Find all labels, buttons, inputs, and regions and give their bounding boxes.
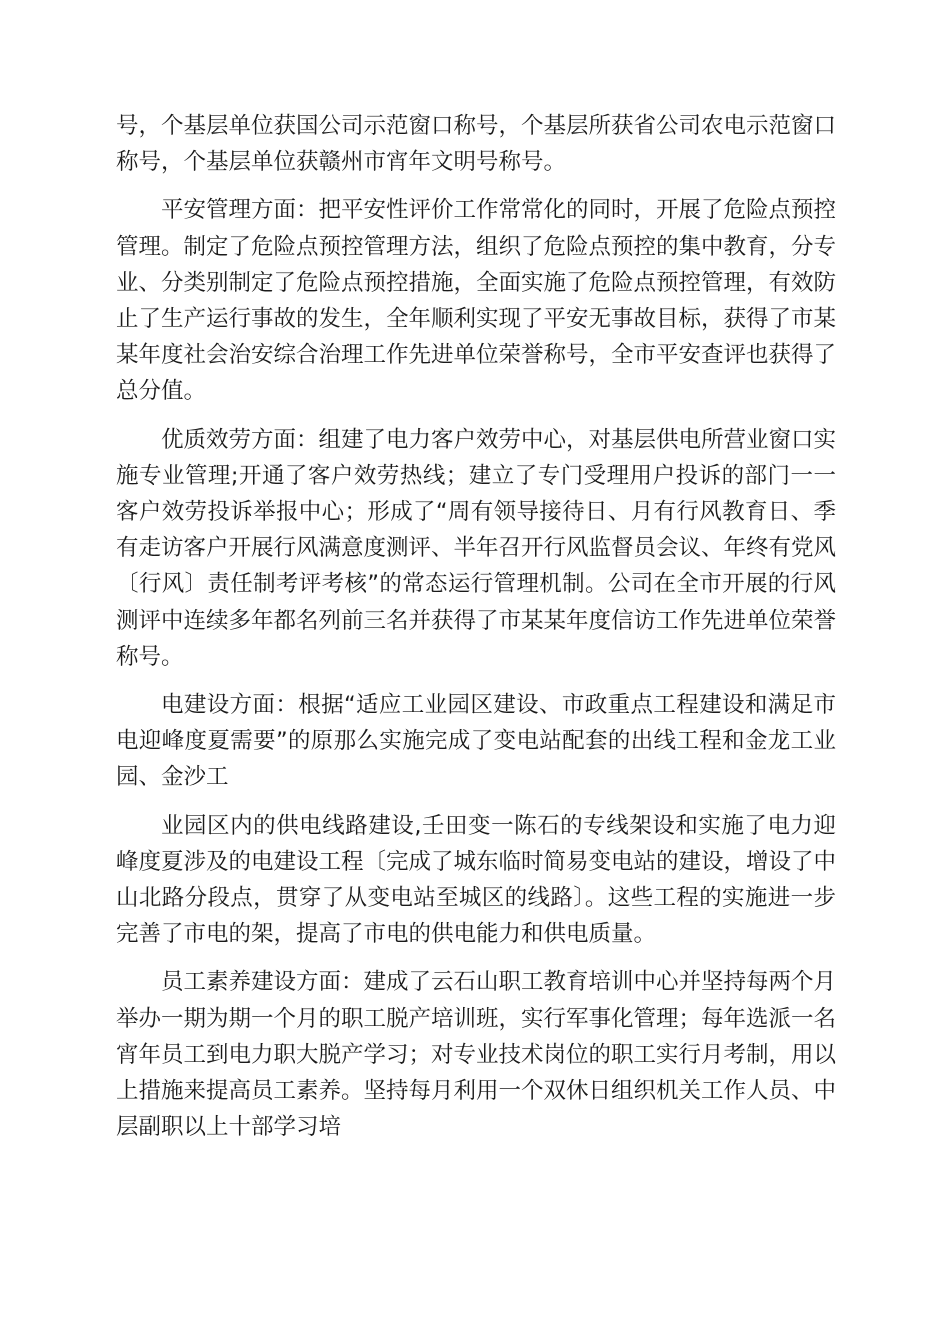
paragraph-1: 号，个基层单位获国公司示范窗口称号，个基层所获省公司农电示范窗口称号，个基层单位获赣州市宵年文明号称号。 bbox=[116, 113, 837, 176]
paragraph-park-lines: 业园区内的供电线路建设,壬田变一陈石的专线架设和实施了电力迎峰度夏涉及的电建设工程〔完成了城东临时简易变电站的建设，增设了中山北路分段点，贯穿了从变电站至城区的线路〕。这些工程的实施进一步完善了市电的架，提高了市电的供电能力和供电质量。 bbox=[116, 812, 837, 948]
paragraph-grid-construction: 电建设方面：根据“适应工业园区建设、市政重点工程建设和满足市电迎峰度夏需要”的原那么实施完成了变电站配套的出线工程和金龙工业园、金沙工 bbox=[116, 692, 836, 791]
paragraph-quality-service: 优质效劳方面：组建了电力客户效劳中心，对基层供电所营业窗口实施专业管理;开通了客户效劳热线；建立了专门受理用户投诉的部门一一客户效劳投诉举报中心；形成了“周有领导接待日、月有行风教育日、季有走访客户开展行风满意度测评、半年召开行风监督员会议、年终有党风〔行风〕责任制考评考核”的常态运行管理机制。公司在全市开展的行风测评中连续多年都名列前三名并获得了市某某年度信访工作先进单位荣誉称号。 bbox=[116, 426, 837, 670]
document-body bbox=[116, 108, 836, 1157]
paragraph-staff-quality: 员工素养建设方面：建成了云石山职工教育培训中心并坚持每两个月举办一期为期一个月的职工脱产培训班，实行军事化管理；每年选派一名宵年员工到电力职大脱产学习；对专业技术岗位的职工实行月考制，用以上措施来提高员工素养。坚持每月利用一个双休日组织机关工作人员、中层副职以上十部学习培 bbox=[116, 969, 837, 1141]
paragraph-safety-management: 平安管理方面：把平安性评价工作常常化的同时，开展了危险点预控管理。制定了危险点预控管理方法，组织了危险点预控的集中教育，分专业、分类别制定了危险点预控措施，全面实施了危险点预控管理，有效防止了生产运行事故的发生，全年顺利实现了平安无事故目标，获得了市某某年度社会治安综合治理工作先进单位荣誉称号，全市平安查评也获得了总分值。 bbox=[116, 197, 837, 405]
